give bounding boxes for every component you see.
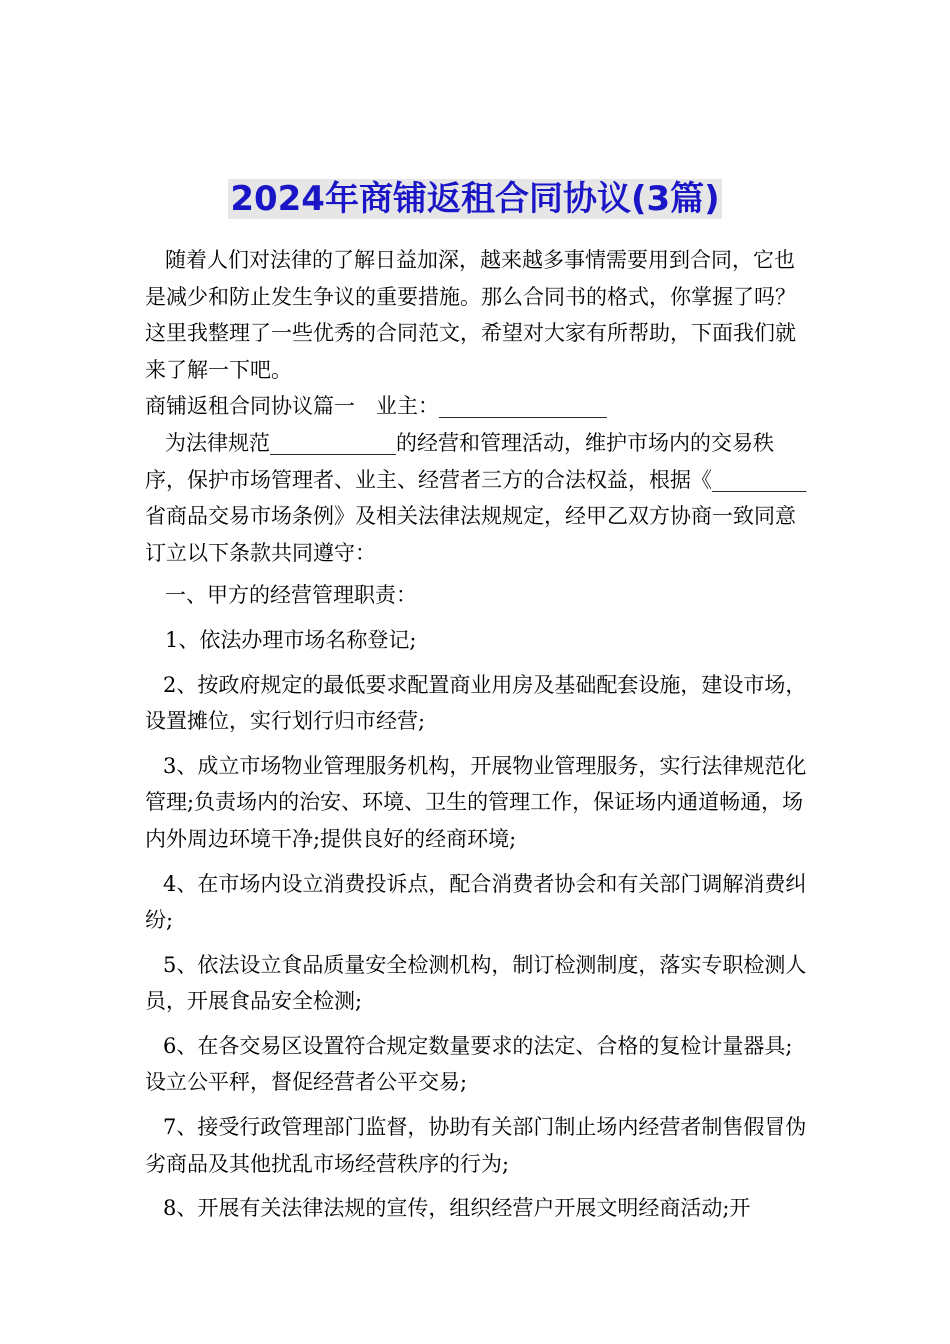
preamble-paragraph: 为法律规范____________的经营和管理活动，维护市场内的交易秩序，保护市场管理者、业主、经营者三方的合法权益，根据《_________省商品交易市场条例》及相关法律法规规定，经甲乙双方协商一致同意订立以下条款共同遵守： [145,430,807,565]
document-title [0,175,950,223]
clause-heading: 一、甲方的经营管理职责： [165,583,417,608]
clause-item: 3、成立市场物业管理服务机构，开展物业管理服务，实行法律规范化管理;负责场内的治安、环境、卫生的管理工作，保证场内通道畅通，场内外周边环境干净;提供良好的经商环境; [145,753,807,851]
intro-paragraph: 随着人们对法律的了解日益加深，越来越多事情需要用到合同，它也是减少和防止发生争议的重要措施。那么合同书的格式，你掌握了吗？这里我整理了一些优秀的合同范文，希望对大家有所帮助，下面我们就来了解一下吧。 [145,248,796,382]
clause-item: 4、在市场内设立消费投诉点，配合消费者协会和有关部门调解消费纠纷; [145,871,807,933]
document-body [145,242,813,1227]
clause-item: 6、在各交易区设置符合规定数量要求的法定、合格的复检计量器具;设立公平秤，督促经营者公平交易; [145,1033,793,1095]
clause-item: 2、按政府规定的最低要求配置商业用房及基础配套设施，建设市场，设置摊位，实行划行归市经营; [145,672,807,734]
section-heading: 商铺返租合同协议篇一 业主：________________ [145,394,607,419]
title-text: 2024年商铺返租合同协议(3篇) [230,179,720,219]
clause-item: 5、依法设立食品质量安全检测机构，制订检测制度，落实专职检测人员，开展食品安全检测; [145,952,807,1014]
clause-item: 8、开展有关法律法规的宣传，组织经营户开展文明经商活动;开 [163,1196,751,1221]
clause-item: 7、接受行政管理部门监督，协助有关部门制止场内经营者制售假冒伪劣商品及其他扰乱市场经营秩序的行为; [145,1115,807,1176]
clause-item: 1、依法办理市场名称登记; [165,627,417,652]
